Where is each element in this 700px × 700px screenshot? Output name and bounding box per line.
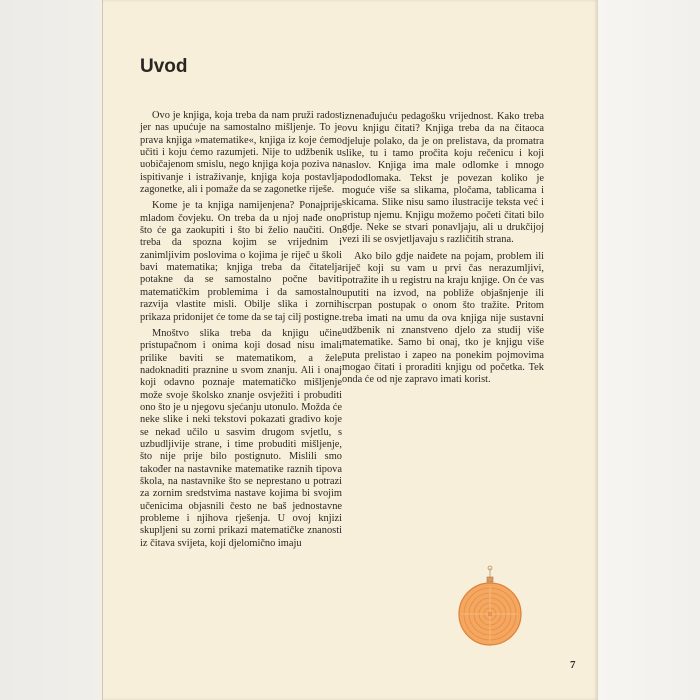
left-text-column: [140, 110, 342, 554]
chapter-heading: Uvod: [140, 56, 188, 77]
paragraph: Ako bilo gdje naiđete na pojam, problem ili riječ koji su vam u prvi čas nerazumljivi, potražite ih u registru na kraju knjige. On će vas uputiti na izvod, na pobliže objašnjenje ili iscrpan postupak o onom što tražite. Pritom treba imati na umu da ova knjiga nije sustavni udžbenik ni znanstveno djelo za studij više matematike. Samo bi onaj, tko je knjigu više puta prelistao i zapeo na ponekim pojmovima mogao čitati i proraditi knjigu od početka. Tek onda će od nje zapravo imati korist.: [342, 250, 544, 386]
background-right: [598, 0, 700, 700]
paragraph: Kome je ta knjiga namijenjena? Ponajprije mladom čovjeku. On treba da u njoj nađe ono što će ga zaokupiti i što bi želio naučiti. On treba da spozna kojim se vrijednim i zanimljivim poslovima o kojima je riječ u školi bavi matematika; knjiga treba da čitatelja potakne da se samostalno počne baviti matematičkim problemima i da samostalno razvija vlastite misli. Obilje slika i zornih prikaza pridonijet će tome da se taj cilj postigne.: [140, 200, 342, 323]
disc-astrolabe-icon: [458, 564, 522, 648]
page-number: 7: [570, 659, 576, 671]
paragraph: Mnoštvo slika treba da knjigu učine pristupačnom i onima koji dosad nisu imali prilike baviti se matematikom, a žele nadoknaditi praznine u svom znanju. Ali i onaj koji odavno poznaje matematičko mišljenje može svoje školsko znanje osvježiti i probuditi ono što je u njegovu sjećanju utonulo. Možda će neke slike i neki tekstovi pokazati gradivo koje se nekad učilo u sasvim drugom svjetlu, s uzbudljivije strane, i time probuditi mišljenje, što nije prije bilo postignuto. Mislili smo također na nastavnike matematike raznih tipova škola, na nastavnike što se neprestano u potrazi za zornim sredstvima nastave kojima bi svojim učenicima objasnili često ne baš jednostavne probleme i njihova rješenja. U ovoj knjizi skupljeni su zorni prikazi matematičke znanosti iz čitava svijeta, koji djelomično imaju: [140, 327, 342, 549]
paragraph: Ovo je knjiga, koja treba da nam pruži radost jer nas upućuje na samostalno mišljenje. To je prava knjiga »matematike«, knjiga iz koje ćemo učiti i koju ćemo razumjeti. Nije to udžbenik u uobičajenom smislu, nego knjiga koja poziva na ispitivanje i istraživanje, knjiga koja postavlja zagonetke, ali i pomaže da se zagonetke riješe.: [140, 110, 342, 196]
paragraph: iznenađujuću pedagošku vrijednost. Kako treba ovu knjigu čitati? Knjiga treba da na čitaoca djeluje polako, da je on prelistava, da promatra slike, tu i tamo pročita koju rečenicu i koji naslov. Knjiga ima male odlomke i mnogo pododlomaka. Tekst je povezan koliko je moguće više sa slikama, pločama, tablicama i skicama. Slike nisu samo ilustracije teksta već i pristup njemu. Knjigu možemo početi čitati bilo gdje. Neke se stvari ponavljaju, ali u drukčijoj vezi ili se osvjetljavaju s različitih strana.: [342, 111, 544, 246]
background-left: [0, 0, 102, 700]
book-page: [102, 0, 598, 700]
right-text-column: [342, 111, 544, 391]
